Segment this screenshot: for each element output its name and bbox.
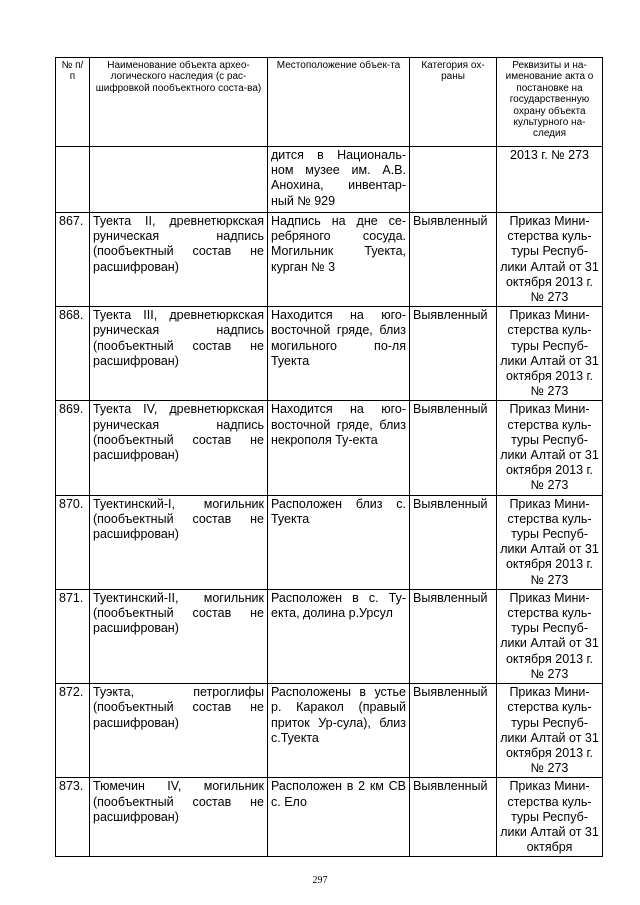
object-location: Расположены в устье р. Каракол (правый приток Ур-сула), близ с.Туекта xyxy=(268,684,410,778)
protection-category: Выявленный xyxy=(410,213,497,307)
table-row xyxy=(56,401,603,495)
page-number: 297 xyxy=(312,875,328,886)
heritage-register-table xyxy=(55,57,603,857)
header-location: Местоположение объек-та xyxy=(268,58,410,147)
row-number: 869. xyxy=(56,401,90,495)
protection-category: Выявленный xyxy=(410,307,497,401)
row-number xyxy=(56,147,90,213)
object-name: Туектинский-I, могильник (пообъектный состав не расшифрован) xyxy=(90,495,268,589)
object-location: дится в Националь-ном музее им. А.В. Анохина, инвентар-ный № 929 xyxy=(268,147,410,213)
act-details: Приказ Мини-стерства куль-туры Респуб-лики Алтай от 31 октября xyxy=(497,778,603,857)
table-row xyxy=(56,684,603,778)
table-body xyxy=(56,147,603,857)
table-row xyxy=(56,589,603,683)
table-row xyxy=(56,307,603,401)
row-number: 872. xyxy=(56,684,90,778)
object-name: Туекта IV, древнетюркская руническая надпись (пообъектный состав не расшифрован) xyxy=(90,401,268,495)
table-row xyxy=(56,778,603,857)
protection-category xyxy=(410,147,497,213)
header-act-details: Реквизиты и на-именование акта о постановке на государственную охрану объекта культурного на-следия xyxy=(497,58,603,147)
object-location: Расположен в с. Ту-екта, долина р.Урсул xyxy=(268,589,410,683)
object-name: Туектинский-II, могильник (пообъектный состав не расшифрован) xyxy=(90,589,268,683)
header-object-name: Наименование объекта архео-логического наследия (с рас-шифровкой пообъектного соста-ва) xyxy=(90,58,268,147)
object-location: Расположен в 2 км СВ с. Ело xyxy=(268,778,410,857)
object-location: Находится на юго-восточной гряде, близ некрополя Ту-екта xyxy=(268,401,410,495)
act-details: Приказ Мини-стерства куль-туры Респуб-лики Алтай от 31 октября 2013 г. № 273 xyxy=(497,213,603,307)
object-name: Туэкта, петроглифы (пообъектный состав не расшифрован) xyxy=(90,684,268,778)
object-location: Находится на юго-восточной гряде, близ могильного по-ля Туекта xyxy=(268,307,410,401)
row-number: 868. xyxy=(56,307,90,401)
table-row xyxy=(56,495,603,589)
object-name: Тюмечин IV, могильник (пообъектный состав не расшифрован) xyxy=(90,778,268,857)
protection-category: Выявленный xyxy=(410,684,497,778)
act-details: Приказ Мини-стерства куль-туры Респуб-лики Алтай от 31 октября 2013 г. № 273 xyxy=(497,401,603,495)
act-details: Приказ Мини-стерства куль-туры Респуб-лики Алтай от 31 октября 2013 г. № 273 xyxy=(497,307,603,401)
object-location: Надпись на дне се-ребряного сосуда. Могильник Туекта, курган № 3 xyxy=(268,213,410,307)
table-row xyxy=(56,147,603,213)
row-number: 873. xyxy=(56,778,90,857)
act-details: Приказ Мини-стерства куль-туры Респуб-лики Алтай от 31 октября 2013 г. № 273 xyxy=(497,684,603,778)
protection-category: Выявленный xyxy=(410,495,497,589)
protection-category: Выявленный xyxy=(410,589,497,683)
row-number: 867. xyxy=(56,213,90,307)
object-name: Туекта III, древнетюркская руническая надпись (пообъектный состав не расшифрован) xyxy=(90,307,268,401)
table-row xyxy=(56,213,603,307)
row-number: 870. xyxy=(56,495,90,589)
act-details: Приказ Мини-стерства куль-туры Респуб-лики Алтай от 31 октября 2013 г. № 273 xyxy=(497,495,603,589)
row-number: 871. xyxy=(56,589,90,683)
object-location: Расположен близ с. Туекта xyxy=(268,495,410,589)
act-details: 2013 г. № 273 xyxy=(497,147,603,213)
protection-category: Выявленный xyxy=(410,778,497,857)
table-header-row xyxy=(56,58,603,147)
protection-category: Выявленный xyxy=(410,401,497,495)
header-category: Категория ох-раны xyxy=(410,58,497,147)
act-details: Приказ Мини-стерства куль-туры Респуб-лики Алтай от 31 октября 2013 г. № 273 xyxy=(497,589,603,683)
object-name xyxy=(90,147,268,213)
object-name: Туекта II, древнетюркская руническая надпись (пообъектный состав не расшифрован) xyxy=(90,213,268,307)
header-number: № п/п xyxy=(56,58,90,147)
